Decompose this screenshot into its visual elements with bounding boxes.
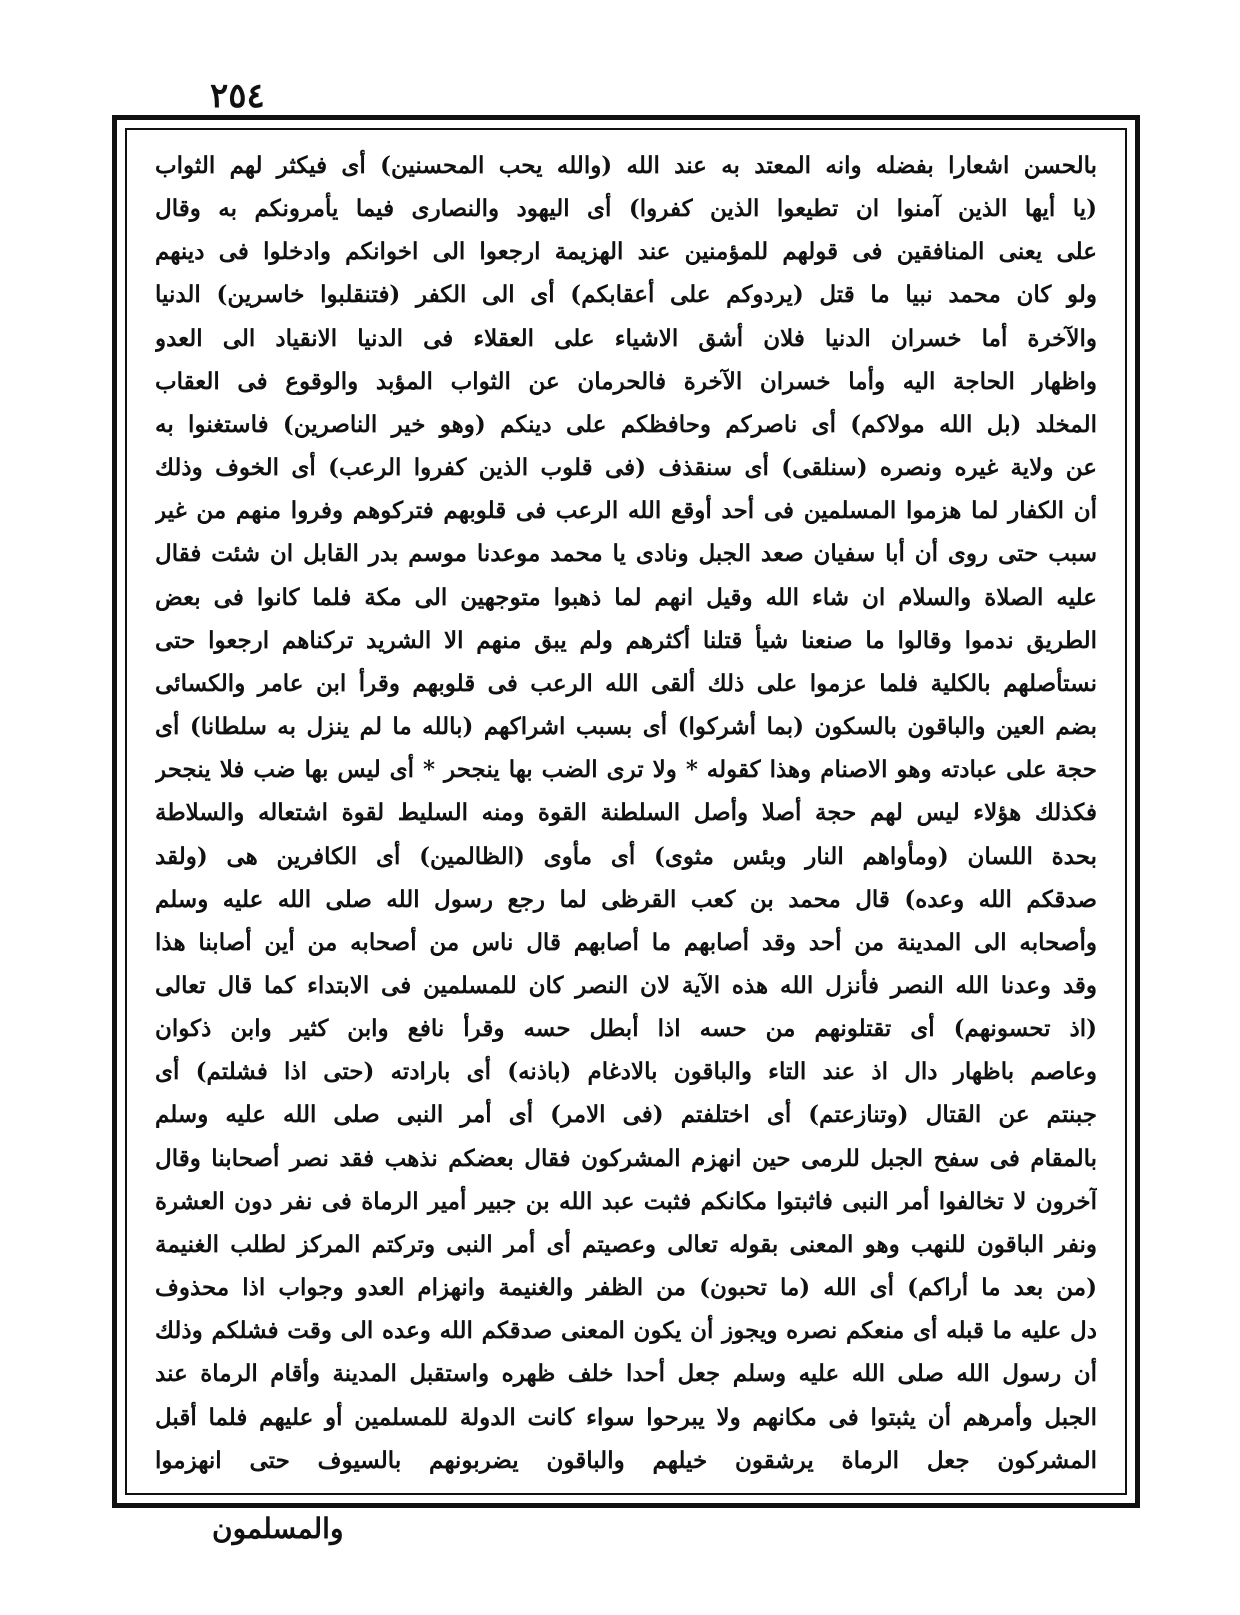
text-line: عن ولاية غيره ونصره (سنلقى) أى سنقذف (فى قلوب الذين كفروا الرعب) أى الخوف وذلك	[155, 454, 1097, 482]
text-line: ونفر الباقون للنهب وهو المعنى بقوله تعالى وعصيتم أى أمر النبى وتركتم المركز لطلب الغنيمة	[155, 1230, 1097, 1258]
text-line: صدقكم الله وعده) قال محمد بن كعب القرظى لما رجع رسول الله صلى الله عليه وسلم	[155, 885, 1097, 913]
text-line: وعاصم باظهار دال اذ عند التاء والباقون بالادغام (باذنه) أى بارادته (حتى اذا فشلتم) أى	[155, 1058, 1097, 1086]
text-line: (اذ تحسونهم) أى تقتلونهم من حسه اذا أبطل حسه وقرأ نافع وابن كثير وابن ذكوان	[155, 1015, 1097, 1043]
text-line: بالمقام فى سفح الجبل للرمى حين انهزم المشركون فقال بعضكم نذهب فقد نصر أصحابنا وقال	[155, 1144, 1097, 1172]
catchword: والمسلمون	[212, 1512, 344, 1545]
text-line: أن رسول الله صلى الله عليه وسلم جعل أحدا خلف ظهره واستقبل المدينة وأقام الرماة عند	[155, 1360, 1097, 1388]
inner-border	[125, 128, 1127, 1495]
text-line: الجبل وأمرهم أن يثبتوا فى مكانهم ولا يبرحوا سواء كانت الدولة للمسلمين أو عليهم فلما أقبل	[155, 1403, 1097, 1431]
text-line: واظهار الحاجة اليه وأما خسران الآخرة فالحرمان عن الثواب المؤبد والوقوع فى العقاب	[155, 367, 1097, 395]
text-line: أن الكفار لما هزموا المسلمين فى أحد أوقع الله الرعب فى قلوبهم فتركوهم وفروا منهم من غير	[155, 497, 1097, 525]
text-line: المشركون جعل الرماة يرشقون خيلهم والباقون يضربونهم بالسيوف حتى انهزموا	[155, 1446, 1097, 1474]
text-line: بالحسن اشعارا بفضله وانه المعتد به عند الله (والله يحب المحسنين) أى فيكثر لهم الثواب	[155, 152, 1097, 179]
page-border	[112, 115, 1140, 1508]
text-line: بحدة اللسان (ومأواهم النار وبئس مثوى) أى مأوى (الظالمين) أى الكافرين هى (ولقد	[155, 842, 1097, 870]
text-line: (يا أيها الذين آمنوا ان تطيعوا الذين كفروا) أى اليهود والنصارى فيما يأمرونكم به وقال	[155, 195, 1097, 223]
text-line: الطريق ندموا وقالوا ما صنعنا شيأ قتلنا أكثرهم ولم يبق منهم الا الشريد تركناهم ارجعوا حتى	[155, 626, 1097, 654]
text-line: وأصحابه الى المدينة من أحد وقد أصابهم ما أصابهم قال ناس من أصحابه من أين أصابنا هذا	[155, 928, 1097, 956]
text-line: عليه الصلاة والسلام ان شاء الله وقيل انهم لما ذهبوا متوجهين الى مكة فلما كانوا فى بعض	[155, 583, 1097, 611]
text-line: على يعنى المنافقين فى قولهم للمؤمنين عند الهزيمة ارجعوا الى اخوانكم وادخلوا فى دينهم	[155, 238, 1097, 266]
text-line: والآخرة أما خسران الدنيا فلان أشق الاشياء على العقلاء فى الدنيا الانقياد الى العدو	[155, 324, 1097, 352]
page-number: ٢٥٤	[210, 76, 265, 116]
text-line: نستأصلهم بالكلية فلما عزموا على ذلك ألقى الله الرعب فى قلوبهم وقرأ ابن عامر والكسائى	[155, 669, 1097, 697]
text-line: بضم العين والباقون بالسكون (بما أشركوا) أى بسبب اشراكهم (بالله ما لم ينزل به سلطانا) أى	[155, 713, 1097, 741]
text-line: جبنتم عن القتال (وتنازعتم) أى اختلفتم (فى الامر) أى أمر النبى صلى الله عليه وسلم	[155, 1101, 1097, 1129]
text-line: آخرون لا تخالفوا أمر النبى فاثبتوا مكانكم فثبت عبد الله بن جبير أمير الرماة فى نفر دون العشرة	[155, 1187, 1097, 1215]
text-line: وقد وعدنا الله النصر فأنزل الله هذه الآية لان النصر كان للمسلمين فى الابتداء كما قال تعالى	[155, 971, 1097, 999]
text-line: المخلد (بل الله مولاكم) أى ناصركم وحافظكم على دينكم (وهو خير الناصرين) فاستغنوا به	[155, 410, 1097, 438]
text-line: ولو كان محمد نبيا ما قتل (يردوكم على أعقابكم) أى الى الكفر (فتنقلبوا خاسرين) الدنيا	[155, 281, 1097, 309]
text-line: حجة على عبادته وهو الاصنام وهذا كقوله * ولا ترى الضب بها ينجحر * أى ليس بها ضب فلا ينجحر	[155, 756, 1097, 784]
text-line: (من بعد ما أراكم) أى الله (ما تحبون) من الظفر والغنيمة وانهزام العدو وجواب اذا محذوف	[155, 1274, 1097, 1302]
text-line: دل عليه ما قبله أى منعكم نصره ويجوز أن يكون المعنى صدقكم الله وعده الى وقت فشلكم وذلك	[155, 1317, 1097, 1345]
text-line: سبب حتى روى أن أبا سفيان صعد الجبل ونادى يا محمد موعدنا موسم بدر القابل ان شئت فقال	[155, 540, 1097, 568]
text-line: فكذلك هؤلاء ليس لهم حجة أصلا وأصل السلطنة القوة ومنه السليط لقوة اشتعاله والسلاطة	[155, 799, 1097, 827]
main-text	[155, 146, 1097, 1481]
